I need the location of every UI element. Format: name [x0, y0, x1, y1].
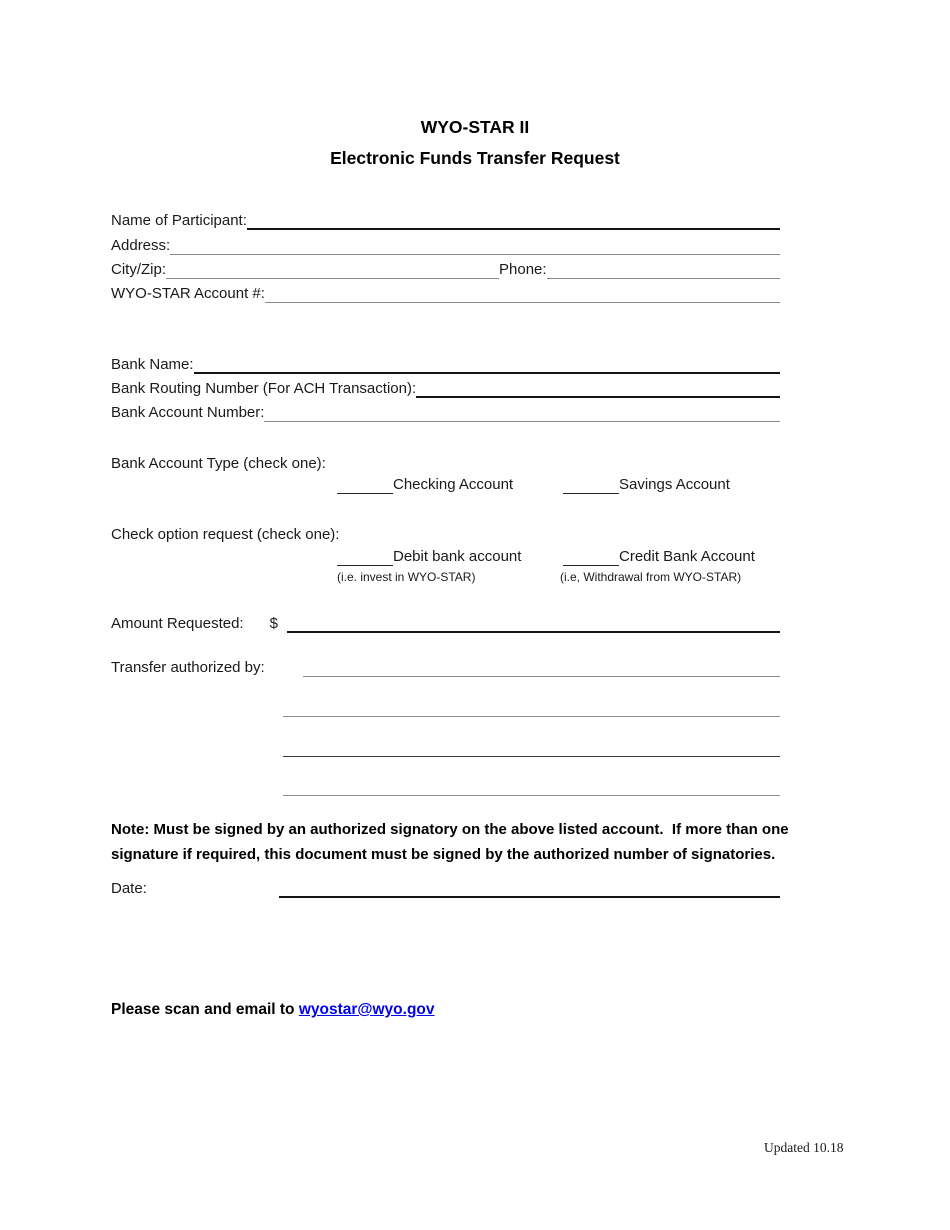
debit-option: [337, 546, 521, 566]
checking-account-blank[interactable]: [337, 474, 393, 494]
bank-account-label: Bank Account Number:: [111, 404, 265, 421]
dollar-sign: $: [269, 615, 278, 632]
check-option-options-row: [111, 546, 780, 566]
bank-name-field[interactable]: [194, 353, 780, 374]
account-type-label: Bank Account Type (check one):: [111, 455, 326, 472]
authorization-field-4[interactable]: [283, 795, 780, 796]
participant-name-label: Name of Participant:: [111, 212, 247, 229]
credit-caption: (i.e, Withdrawal from WYO-STAR): [560, 570, 742, 584]
email-prompt-text: Please scan and email to: [111, 1001, 299, 1018]
email-instruction: [111, 1001, 435, 1019]
wyostar-account-label: WYO-STAR Account #:: [111, 285, 265, 302]
credit-blank[interactable]: [563, 546, 619, 566]
checking-account-label: Checking Account: [393, 476, 514, 493]
signatory-note: Note: Must be signed by an authorized signatory on the above listed account. If more than one signature if required, this document must be signed by the authorized number of signatories.: [111, 821, 793, 863]
date-field[interactable]: [279, 877, 780, 898]
savings-account-label: Savings Account: [619, 476, 730, 493]
form-title-block: [0, 112, 950, 174]
address-label: Address:: [111, 237, 171, 254]
debit-label: Debit bank account: [393, 548, 522, 565]
form-title: WYO-STAR II: [420, 117, 530, 137]
savings-account-blank[interactable]: [563, 474, 619, 494]
amount-label: Amount Requested:: [111, 615, 244, 632]
account-type-options-row: [111, 474, 780, 494]
address-row: [111, 234, 780, 255]
bank-routing-row: [111, 377, 780, 398]
bank-routing-label: Bank Routing Number (For ACH Transaction):: [111, 380, 417, 397]
participant-name-field[interactable]: [247, 209, 780, 230]
city-zip-field[interactable]: [166, 258, 499, 279]
city-zip-phone-row: [111, 258, 780, 279]
authorization-row: [111, 656, 780, 677]
form-subtitle: Electronic Funds Transfer Request: [330, 148, 620, 168]
city-zip-label: City/Zip:: [111, 261, 167, 278]
bank-name-label: Bank Name:: [111, 356, 194, 373]
amount-field[interactable]: [287, 612, 780, 633]
phone-label: Phone:: [499, 261, 547, 278]
bank-routing-field[interactable]: [416, 377, 780, 398]
credit-label: Credit Bank Account: [619, 548, 755, 565]
participant-name-row: [111, 209, 780, 230]
authorization-field-2[interactable]: [283, 716, 780, 717]
phone-field[interactable]: [547, 258, 780, 279]
date-label: Date:: [111, 880, 147, 897]
wyostar-account-row: [111, 282, 780, 303]
authorization-field-1[interactable]: [303, 656, 780, 677]
bank-account-field[interactable]: [264, 401, 780, 422]
bank-account-row: [111, 401, 780, 422]
bank-name-row: [111, 353, 780, 374]
debit-blank[interactable]: [337, 546, 393, 566]
updated-stamp: Updated 10.18: [764, 1140, 844, 1155]
checking-account-option: [337, 474, 513, 494]
wyostar-account-field[interactable]: [265, 282, 780, 303]
debit-caption: (i.e. invest in WYO-STAR): [337, 570, 476, 584]
authorization-label: Transfer authorized by:: [111, 659, 265, 676]
date-row: [111, 877, 780, 898]
option-captions-row: [111, 570, 811, 586]
email-link[interactable]: wyostar@wyo.gov: [298, 1001, 435, 1018]
amount-row: [111, 612, 780, 633]
authorization-field-3[interactable]: [283, 756, 780, 757]
credit-option: [563, 546, 755, 566]
savings-account-option: [563, 474, 730, 494]
check-option-label: Check option request (check one):: [111, 526, 340, 543]
address-field[interactable]: [170, 234, 780, 255]
